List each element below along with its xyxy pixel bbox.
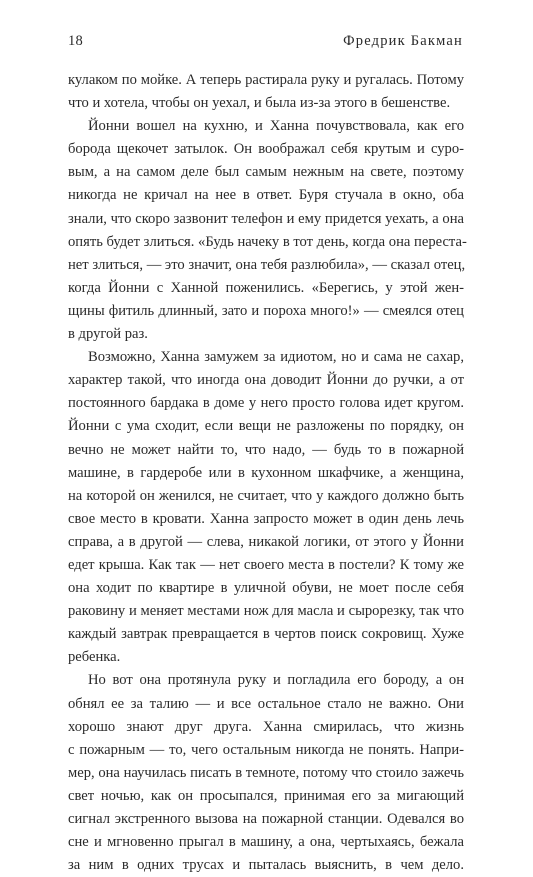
text-line: кулаком по мойке. А теперь растирала руку и ругалась. Потому (68, 72, 464, 88)
paragraph (68, 115, 467, 346)
text-line: Йонни с ума сходит, если вещи не разложены по порядку, он (68, 418, 464, 435)
text-line: характер такой, что иногда она доводит Йонни до ручки, а от (68, 372, 464, 389)
text-line: свое место в кровати. Ханна запросто может в один день лечь (68, 510, 464, 527)
text-line: в другой раз. (68, 326, 148, 343)
text-line: никогда не кричал на нее в ответ. Буря стучала в окно, оба (68, 187, 464, 204)
text-line: мер, она научилась писать в темноте, потому что стоило зажечь (68, 764, 464, 781)
text-line: сне и мгновенно прыгал в машину, а она, чертыхаясь, бежала (68, 834, 464, 851)
text-line: машине, в гардеробе или в кухонном шкафчике, а женщина, (68, 464, 464, 481)
text-line: справа, а в другой — слева, никакой логики, от этого у Йонни (68, 533, 464, 550)
text-line: хорошо знают друг друга. Ханна смирилась, что жизнь (68, 718, 464, 735)
text-line: вечно не может найти то, что надо, — будь то в пожарной (68, 441, 464, 458)
text-line: когда Йонни с Ханной поженились. «Берегись, у этой жен- (68, 279, 464, 296)
text-line: за ним в одних трусах и пыталась выяснить, в чем дело. (68, 857, 464, 874)
text-line: она ходит по квартире в уличной обуви, не моет после себя (68, 580, 464, 597)
text-line: опять будет злиться. «Будь начеку в тот день, когда она переста- (68, 233, 467, 250)
text-line: свет ночью, как он просыпался, принимая его за мигающий (68, 787, 464, 804)
text-line: с пожарным — то, чего остальным никогда не понять. Напри- (68, 741, 464, 758)
text-line: на которой он женился, не считает, что у каждого должно быть (68, 487, 464, 504)
text-line: постоянного бардака в доме у него просто голова идет кругом. (68, 395, 464, 412)
text-line: сигнал экстренного вызова на пожарной станции. Одевался во (68, 811, 464, 827)
text-line: каждый завтрак превращается в чертов поиск сокровищ. Хуже (68, 626, 464, 643)
text-line: раковину и меняет местами нож для масла и сырорезку, так что (68, 603, 464, 620)
text-line: борода щекочет затылок. Он воображал себя крутым и суро- (68, 141, 464, 158)
text-line: что и хотела, чтобы он уехал, и была из-за этого в бешенстве. (68, 95, 451, 112)
running-head-author: Фредрик Бакман (343, 33, 463, 49)
text-line: нет злиться, — это значит, она тебя разлюбила», — сказал отец, (68, 256, 466, 273)
text-line: Возможно, Ханна замужем за идиотом, но и сама не сахар, (88, 349, 464, 366)
text-line: ребенка. (68, 649, 121, 666)
text-line: щины фитиль длинный, зато и пороха много!» — смеялся отец (68, 302, 464, 319)
paragraph (68, 346, 464, 669)
paragraph (68, 69, 464, 115)
text-line: вым, а на самом деле был самым нежным на свете, поэтому (68, 164, 464, 181)
text-line: Но вот она протянула руку и погладила его бороду, а он (88, 672, 464, 689)
text-line: едет крыша. Как так — нет своего места в постели? К тому же (68, 556, 464, 573)
text-line: обнял ее за талию — и все остальное стало не важно. Они (68, 695, 464, 712)
text-line: Йонни вошел на кухню, и Ханна почувствовала, как его (88, 118, 464, 135)
paragraph (68, 669, 464, 877)
body-text (68, 69, 467, 877)
text-line: знали, что скоро зазвонит телефон и ему придется уехать, а она (68, 210, 464, 227)
page-number: 18 (68, 33, 84, 49)
page-header (68, 33, 463, 53)
